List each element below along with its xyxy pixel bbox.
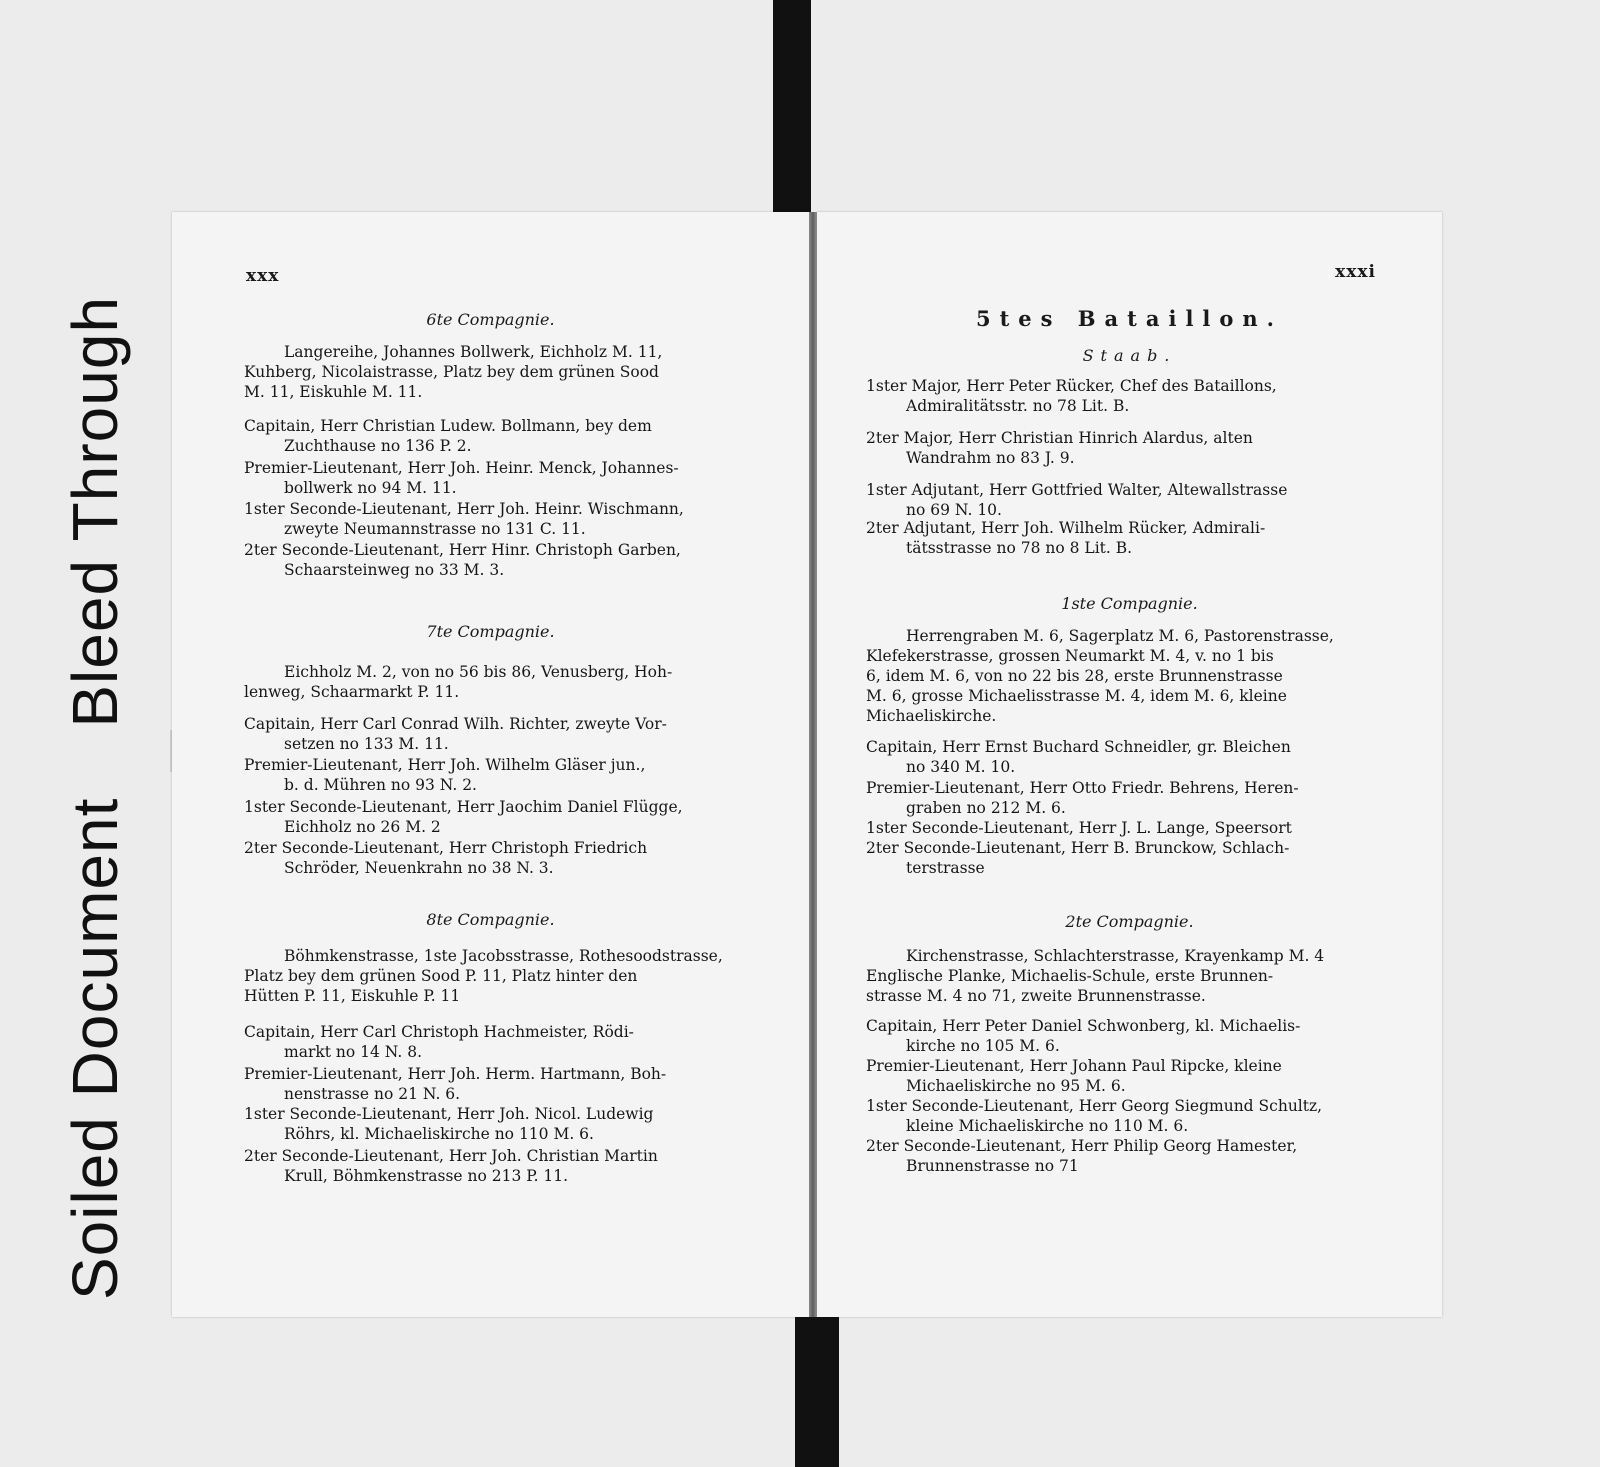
binding-strip-top — [773, 0, 811, 212]
officer-address: nenstrasse no 21 N. 6. — [284, 1085, 461, 1103]
staff-1st-major — [866, 376, 1376, 416]
officer-address: b. d. Mühren no 93 N. 2. — [284, 776, 477, 794]
officer-line: Capitain, Herr Christian Ludew. Bollmann, bey dem — [244, 417, 652, 435]
officer-line: 1ster Seconde-Lieutenant, Herr Joh. Heinr. Wischmann, — [244, 500, 684, 518]
officer-address: Admiralitätsstr. no 78 Lit. B. — [906, 397, 1130, 415]
company-8-premier-lieutenant — [244, 1064, 734, 1104]
officer-address: no 69 N. 10. — [906, 501, 1002, 519]
label-soiled-document: Soiled Document — [59, 797, 131, 1300]
officer-address: Krull, Böhmkenstrasse no 213 P. 11. — [284, 1167, 569, 1185]
company-8-heading: 8te Compagnie. — [426, 910, 555, 929]
company-2-premier-lieutenant — [866, 1056, 1376, 1096]
officer-address: tätsstrasse no 78 no 8 Lit. B. — [906, 539, 1133, 557]
officer-address: Röhrs, kl. Michaeliskirche no 110 M. 6. — [284, 1125, 594, 1143]
officer-address: graben no 212 M. 6. — [906, 799, 1066, 817]
company-6-1st-seconde-lieutenant — [244, 499, 734, 539]
left-folio: xxx — [246, 266, 280, 286]
district-line: Eichholz M. 2, von no 56 bis 86, Venusberg, Hoh- — [284, 663, 673, 681]
officer-line: 2ter Seconde-Lieutenant, Herr Joh. Christian Martin — [244, 1147, 658, 1165]
staff-1st-adjutant — [866, 480, 1376, 520]
district-line: Englische Planke, Michaelis-Schule, erste Brunnen- — [866, 967, 1274, 985]
district-line: M. 6, grosse Michaelisstrasse M. 4, idem M. 6, kleine — [866, 687, 1287, 705]
binding-strip-bottom — [795, 1305, 839, 1467]
officer-line: 2ter Seconde-Lieutenant, Herr B. Brunckow, Schlach- — [866, 839, 1290, 857]
officer-line: 1ster Seconde-Lieutenant, Herr Joh. Nicol. Ludewig — [244, 1105, 654, 1123]
officer-line: 2ter Major, Herr Christian Hinrich Alardus, alten — [866, 429, 1253, 447]
district-line: Hütten P. 11, Eiskuhle P. 11 — [244, 987, 461, 1005]
company-8-2nd-seconde-lieutenant — [244, 1146, 734, 1186]
staff-2nd-major — [866, 428, 1376, 468]
company-7-capitain — [244, 714, 734, 754]
company-1-2nd-seconde-lieutenant — [866, 838, 1376, 878]
company-8-1st-seconde-lieutenant — [244, 1104, 734, 1144]
officer-address: terstrasse — [906, 859, 985, 877]
company-8-district — [244, 946, 734, 1006]
district-line: Platz bey dem grünen Sood P. 11, Platz hinter den — [244, 967, 638, 985]
officer-line: 1ster Seconde-Lieutenant, Herr Jaochim Daniel Flügge, — [244, 798, 683, 816]
officer-line: 1ster Adjutant, Herr Gottfried Walter, Altewallstrasse — [866, 481, 1288, 499]
company-1-premier-lieutenant — [866, 778, 1376, 818]
officer-line: 2ter Adjutant, Herr Joh. Wilhelm Rücker, Admirali- — [866, 519, 1266, 537]
staff-heading: Staab. — [1082, 346, 1177, 365]
officer-line: 2ter Seconde-Lieutenant, Herr Christoph Friedrich — [244, 839, 648, 857]
district-line: Kuhberg, Nicolaistrasse, Platz bey dem grünen Sood — [244, 363, 659, 381]
officer-address: Schröder, Neuenkrahn no 38 N. 3. — [284, 859, 554, 877]
officer-address: no 340 M. 10. — [906, 758, 1016, 776]
company-2-heading: 2te Compagnie. — [1065, 912, 1194, 931]
company-1-1st-seconde-lieutenant — [866, 818, 1376, 838]
company-7-1st-seconde-lieutenant — [244, 797, 734, 837]
district-line: Herrengraben M. 6, Sagerplatz M. 6, Pastorenstrasse, — [906, 627, 1334, 645]
company-6-premier-lieutenant — [244, 458, 734, 498]
district-line: Langereihe, Johannes Bollwerk, Eichholz M. 11, — [284, 343, 663, 361]
officer-line: 2ter Seconde-Lieutenant, Herr Hinr. Christoph Garben, — [244, 541, 681, 559]
book-gutter — [809, 212, 817, 1317]
right-folio: xxxi — [1335, 262, 1376, 282]
collection-label — [58, 296, 132, 1300]
battalion-title: 5tes Bataillon. — [976, 306, 1283, 331]
officer-line: Premier-Lieutenant, Herr Johann Paul Ripcke, kleine — [866, 1057, 1282, 1075]
district-line: Klefekerstrasse, grossen Neumarkt M. 4, v. no 1 bis — [866, 647, 1274, 665]
officer-address: Michaeliskirche no 95 M. 6. — [906, 1077, 1126, 1095]
district-line: lenweg, Schaarmarkt P. 11. — [244, 683, 460, 701]
officer-line: Premier-Lieutenant, Herr Joh. Herm. Hartmann, Boh- — [244, 1065, 667, 1083]
officer-line: 1ster Major, Herr Peter Rücker, Chef des Bataillons, — [866, 377, 1277, 395]
label-bleed-through: Bleed Through — [59, 295, 131, 728]
officer-line: Premier-Lieutenant, Herr Joh. Wilhelm Gläser jun., — [244, 756, 646, 774]
officer-address: bollwerk no 94 M. 11. — [284, 479, 457, 497]
officer-line: Capitain, Herr Carl Conrad Wilh. Richter, zweyte Vor- — [244, 715, 667, 733]
officer-line: 1ster Seconde-Lieutenant, Herr Georg Siegmund Schultz, — [866, 1097, 1323, 1115]
company-1-capitain — [866, 737, 1376, 777]
company-6-capitain — [244, 416, 734, 456]
officer-address: kirche no 105 M. 6. — [906, 1037, 1060, 1055]
officer-line: Premier-Lieutenant, Herr Joh. Heinr. Menck, Johannes- — [244, 459, 679, 477]
company-1-heading: 1ste Compagnie. — [1061, 594, 1198, 613]
officer-address: setzen no 133 M. 11. — [284, 735, 449, 753]
officer-address: zweyte Neumannstrasse no 131 C. 11. — [284, 520, 586, 538]
company-2-district — [866, 946, 1376, 1006]
officer-line: Capitain, Herr Peter Daniel Schwonberg, kl. Michaelis- — [866, 1017, 1301, 1035]
left-page — [172, 212, 809, 1317]
district-line: 6, idem M. 6, von no 22 bis 28, erste Brunnenstrasse — [866, 667, 1283, 685]
officer-address: Eichholz no 26 M. 2 — [284, 818, 441, 836]
officer-address: Zuchthause no 136 P. 2. — [284, 437, 472, 455]
company-7-heading: 7te Compagnie. — [426, 622, 555, 641]
company-2-capitain — [866, 1016, 1376, 1056]
right-page — [817, 212, 1442, 1317]
company-6-heading: 6te Compagnie. — [426, 310, 555, 329]
officer-address: Brunnenstrasse no 71 — [906, 1157, 1079, 1175]
district-line: Böhmkenstrasse, 1ste Jacobsstrasse, Rothesoodstrasse, — [284, 947, 723, 965]
officer-address: Wandrahm no 83 J. 9. — [906, 449, 1075, 467]
district-line: Michaeliskirche. — [866, 707, 997, 725]
company-7-district — [244, 662, 734, 702]
company-6-2nd-seconde-lieutenant — [244, 540, 734, 580]
district-line: strasse M. 4 no 71, zweite Brunnenstrasse. — [866, 987, 1206, 1005]
company-7-premier-lieutenant — [244, 755, 734, 795]
company-2-2nd-seconde-lieutenant — [866, 1136, 1376, 1176]
officer-address: Schaarsteinweg no 33 M. 3. — [284, 561, 505, 579]
district-line: Kirchenstrasse, Schlachterstrasse, Krayenkamp M. 4 — [906, 947, 1325, 965]
company-6-district — [244, 342, 734, 402]
officer-address: markt no 14 N. 8. — [284, 1043, 423, 1061]
officer-line: Capitain, Herr Ernst Buchard Schneidler, gr. Bleichen — [866, 738, 1291, 756]
company-1-district — [866, 626, 1376, 726]
officer-address: kleine Michaeliskirche no 110 M. 6. — [906, 1117, 1189, 1135]
officer-line: Capitain, Herr Carl Christoph Hachmeister, Rödi- — [244, 1023, 634, 1041]
officer-line: 2ter Seconde-Lieutenant, Herr Philip Georg Hamester, — [866, 1137, 1298, 1155]
officer-line: 1ster Seconde-Lieutenant, Herr J. L. Lange, Speersort — [866, 819, 1292, 837]
company-7-2nd-seconde-lieutenant — [244, 838, 734, 878]
officer-line: Premier-Lieutenant, Herr Otto Friedr. Behrens, Heren- — [866, 779, 1299, 797]
company-8-capitain — [244, 1022, 734, 1062]
staff-2nd-adjutant — [866, 518, 1376, 558]
district-line: M. 11, Eiskuhle M. 11. — [244, 383, 423, 401]
company-2-1st-seconde-lieutenant — [866, 1096, 1376, 1136]
